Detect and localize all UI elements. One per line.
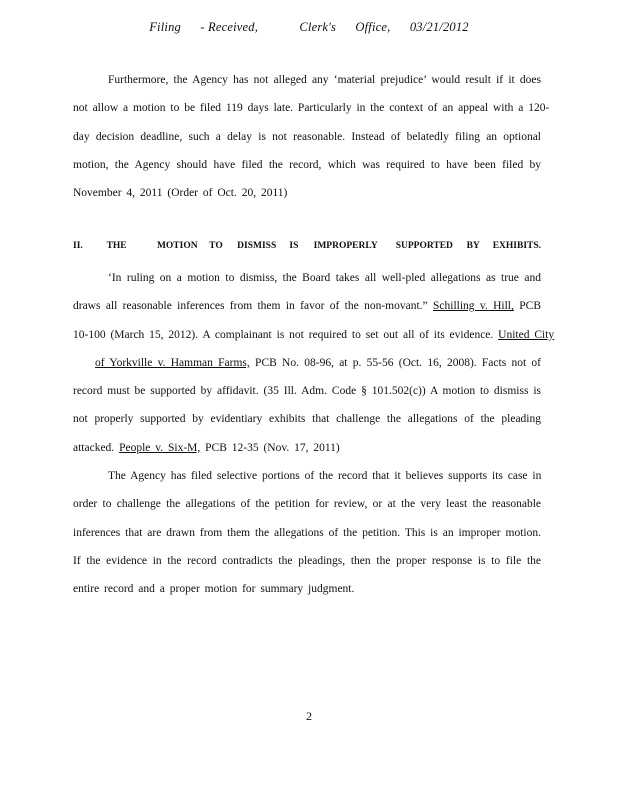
heading-word: IS — [289, 241, 299, 251]
heading-word: SUPPORTED — [395, 241, 453, 251]
case-citation: People v. Six-M, — [119, 441, 201, 454]
text-segment: draws all reasonable inferences from them in favor of the non-movant.” — [73, 300, 428, 313]
text-line: order to challenge the allegations of the petition for review, or at the very least the reasonable — [73, 498, 541, 511]
text-segment: 10-100 (March 15, 2012). A complainant is not required to set out all of its evidence. — [73, 328, 494, 341]
header-clerk: Clerk's — [299, 20, 337, 34]
text-line: record must be supported by affidavit. (35 Ill. Adm. Code § 101.502(c)) A motion to dismiss is — [73, 385, 541, 398]
heading-word: DISMISS — [237, 241, 277, 251]
text-line: not allow a motion to be filed 119 days late. Particularly in the context of an appeal with a 120- — [73, 102, 550, 115]
page-number: 2 — [306, 709, 312, 723]
text-line: not properly supported by evidentiary exhibits that challenge the allegations of the pleading — [73, 413, 541, 426]
text-segment: PCB No. 08-96, at p. 55-56 (Oct. 16, 2008). Facts not of — [255, 356, 541, 369]
heading-word: IMPROPERLY — [313, 241, 378, 251]
section-heading — [73, 241, 541, 251]
header-office: Office, — [355, 20, 391, 34]
text-segment: PCB 12-35 (Nov. 17, 2011) — [205, 441, 340, 454]
text-line: motion, the Agency should have filed the record, which was required to have been filed by — [73, 158, 541, 171]
heading-word: MOTION — [156, 241, 198, 251]
heading-word: BY — [466, 241, 480, 251]
paragraph-agency-filed — [73, 462, 541, 603]
text-line — [73, 321, 555, 349]
text-line: inferences that are drawn from them the allegations of the petition. This is an improper motion. — [73, 526, 541, 539]
case-citation: Schilling v. Hill, — [433, 300, 514, 313]
case-citation: of Yorkville v. Hamman Farms, — [95, 356, 250, 369]
heading-word: EXHIBITS. — [492, 241, 542, 251]
paragraph-ruling — [73, 264, 555, 462]
heading-word: TO — [209, 241, 223, 251]
text-line: day decision deadline, such a delay is not reasonable. Instead of belatedly filing an optional — [73, 130, 541, 143]
text-line: ‘In ruling on a motion to dismiss, the Board takes all well-pled allegations as true and — [108, 272, 541, 284]
header-received: - Received, — [200, 20, 259, 34]
text-line — [73, 434, 541, 462]
text-line: If the evidence in the record contradicts the pleadings, then the proper response is to file the — [73, 554, 541, 567]
text-line: entire record and a proper motion for summary judgment. — [73, 583, 355, 596]
text-line: The Agency has filed selective portions of the record that it believes supports its case in — [108, 470, 542, 482]
text-line: Furthermore, the Agency has not alleged any ‘material prejudice’ would result if it does — [108, 74, 541, 86]
header-filing: Filing — [149, 20, 181, 34]
paragraph-furthermore — [73, 66, 550, 207]
header-date: 03/21/2012 — [409, 20, 469, 34]
text-segment: PCB — [519, 300, 541, 313]
filing-header — [0, 20, 618, 35]
text-line — [73, 292, 541, 320]
case-citation: United City — [498, 328, 555, 341]
text-line: November 4, 2011 (Order of Oct. 20, 2011) — [73, 187, 288, 200]
heading-number: II. — [73, 241, 83, 251]
text-segment: attacked. — [73, 441, 115, 454]
text-line — [73, 349, 541, 377]
heading-word: THE — [106, 241, 127, 251]
